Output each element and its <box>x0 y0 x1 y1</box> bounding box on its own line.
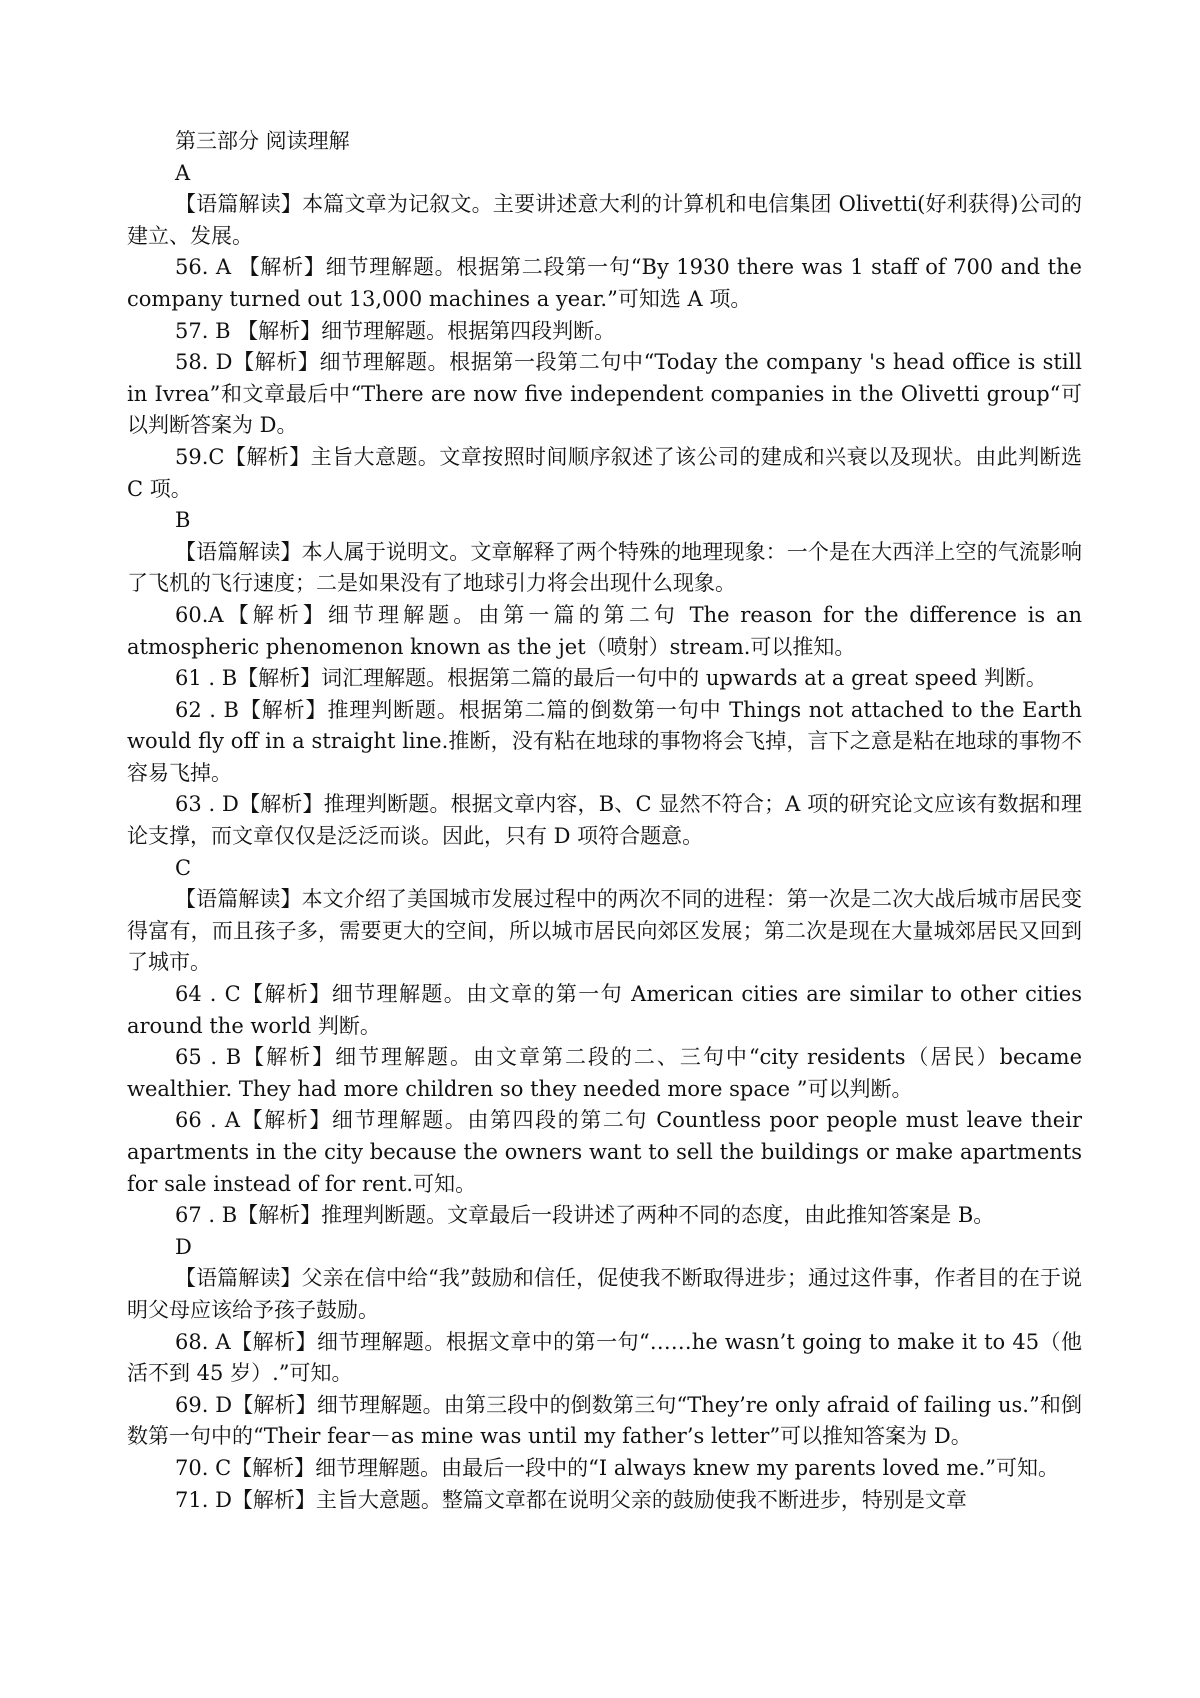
answer-item: 63 . D【解析】推理判断题。根据文章内容，B、C 显然不符合；A 项的研究论文应该有数据和理论支撑，而文章仅仅是泛泛而谈。因此，只有 D 项符合题意。 <box>127 792 1082 849</box>
answer-item: 71. D【解析】主旨大意题。整篇文章都在说明父亲的鼓励使我不断进步，特别是文章 <box>175 1487 967 1512</box>
part-title: 第三部分 阅读理解 <box>175 129 350 153</box>
answer-item: 65 . B【解析】细节理解题。由文章第二段的二、三句中“city residents（居民）became wealthier. They had more children so they needed more space ”可以判断。 <box>127 1045 1082 1101</box>
section-a <box>127 158 1082 506</box>
answer-item: 68. A【解析】细节理解题。根据文章中的第一句“……he wasn’t going to make it to 45（他活不到 45 岁）.”可知。 <box>127 1329 1082 1386</box>
passage-summary: 【语篇解读】本文介绍了美国城市发展过程中的两次不同的进程：第一次是二次大战后城市居民变得富有，而且孩子多，需要更大的空间，所以城市居民向郊区发展；第二次是现在大量城郊居民又回到了城市。 <box>127 887 1082 975</box>
passage-summary: 【语篇解读】本人属于说明文。文章解释了两个特殊的地理现象：一个是在大西洋上空的气流影响了飞机的飞行速度；二是如果没有了地球引力将会出现什么现象。 <box>127 539 1082 596</box>
answer-item: 60.A【解析】细节理解题。由第一篇的第二句 The reason for the difference is an atmospheric phenomenon known as the jet（喷射）stream.可以推知。 <box>127 602 1082 659</box>
answer-item: 57. B 【解析】细节理解题。根据第四段判断。 <box>175 318 616 343</box>
section-c <box>127 853 1082 1232</box>
answer-item: 58. D【解析】细节理解题。根据第一段第二句中“Today the company 's head office is still in Ivrea”和文章最后中“There are now five independent companies in the Olivetti group“可以判断答案为 D。 <box>127 350 1082 438</box>
section-letter: B <box>175 508 191 533</box>
answer-item: 67 . B【解析】推理判断题。文章最后一段讲述了两种不同的态度，由此推知答案是 B。 <box>175 1203 995 1228</box>
section-letter: C <box>175 855 192 880</box>
answer-item: 64 . C【解析】细节理解题。由文章的第一句 American cities are similar to other cities around the world 判断。 <box>127 982 1082 1038</box>
section-b <box>127 505 1082 853</box>
answer-item: 70. C【解析】细节理解题。由最后一段中的“I always knew my parents loved me.”可知。 <box>175 1455 1060 1480</box>
passage-summary: 【语篇解读】父亲在信中给“我”鼓励和信任，促使我不断取得进步；通过这件事，作者目的在于说明父母应该给予孩子鼓励。 <box>127 1266 1082 1322</box>
reading-answer-page <box>127 126 1082 1516</box>
answer-item: 69. D【解析】细节理解题。由第三段中的倒数第三句“They’re only afraid of failing us.”和倒数第一句中的“Their fear－as mine was until my father’s letter”可以推知答案为 D。 <box>127 1392 1082 1449</box>
passage-summary: 【语篇解读】本篇文章为记叙文。主要讲述意大利的计算机和电信集团 Olivetti(好利获得)公司的建立、发展。 <box>127 192 1082 248</box>
section-letter: A <box>175 160 191 185</box>
answer-item: 56. A 【解析】细节理解题。根据第二段第一句“By 1930 there was 1 staff of 700 and the company turned out 13,000 machines a year.”可知选 A 项。 <box>127 255 1082 311</box>
section-d <box>127 1232 1082 1516</box>
answer-item: 62 . B【解析】推理判断题。根据第二篇的倒数第一句中 Things not attached to the Earth would fly off in a straight line.推断，没有粘在地球的事物将会飞掉，言下之意是粘在地球的事物不容易飞掉。 <box>127 697 1082 785</box>
answer-item: 61 . B【解析】词汇理解题。根据第二篇的最后一句中的 upwards at a great speed 判断。 <box>175 666 1047 691</box>
section-letter: D <box>175 1234 192 1259</box>
answer-item: 59.C【解析】主旨大意题。文章按照时间顺序叙述了该公司的建成和兴衰以及现状。由此判断选 C 项。 <box>127 444 1082 501</box>
answer-item: 66 . A【解析】细节理解题。由第四段的第二句 Countless poor people must leave their apartments in the city because the owners want to sell the buildings or make apartments for sale instead of for rent.可知。 <box>127 1108 1082 1196</box>
